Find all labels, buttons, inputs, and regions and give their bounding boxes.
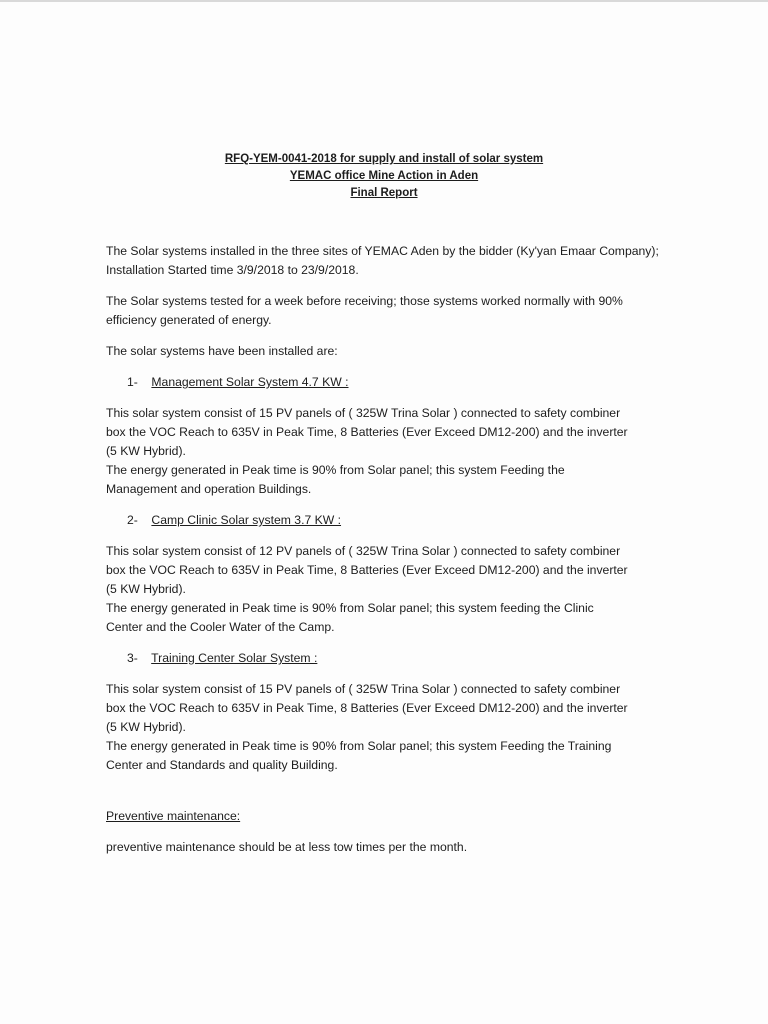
intro-paragraph-2: The Solar systems tested for a week before receiving; those systems worked normally with 90% efficiency generated of energy.: [106, 294, 623, 327]
system-2-line: box the VOC Reach to 635V in Peak Time, 8 Batteries (Ever Exceed DM12-200) and the inverter: [106, 563, 628, 577]
system-3-line: This solar system consist of 15 PV panels of ( 325W Trina Solar ) connected to safety combiner: [106, 682, 621, 696]
header-final-report: Final Report: [350, 187, 418, 199]
system-1-line: (5 KW Hybrid).: [106, 444, 186, 458]
system-2-line: (5 KW Hybrid).: [106, 582, 186, 596]
maintenance-heading: Preventive maintenance:: [106, 809, 241, 823]
system-1-line: box the VOC Reach to 635V in Peak Time, 8 Batteries (Ever Exceed DM12-200) and the inverter: [106, 425, 628, 439]
system-2-line: The energy generated in Peak time is 90% from Solar panel; this system feeding the Clinic: [106, 601, 594, 615]
intro-paragraph-3: The solar systems have been installed are:: [106, 344, 338, 358]
system-1-number: 1-: [127, 375, 138, 389]
system-2-number: 2-: [127, 513, 138, 527]
system-2-line: This solar system consist of 12 PV panels of ( 325W Trina Solar ) connected to safety combiner: [106, 544, 621, 558]
system-2-heading: [127, 511, 666, 530]
system-3-title: Training Center Solar System :: [151, 651, 318, 665]
system-3-heading: [127, 649, 666, 668]
report-header: [0, 151, 768, 202]
system-3-line: Center and Standards and quality Building.: [106, 758, 338, 772]
system-1-description: [106, 404, 666, 499]
system-3-line: box the VOC Reach to 635V in Peak Time, 8 Batteries (Ever Exceed DM12-200) and the inverter: [106, 701, 628, 715]
system-3-number: 3-: [127, 651, 138, 665]
system-3-line: (5 KW Hybrid).: [106, 720, 186, 734]
system-3-description: [106, 680, 666, 775]
system-1-line: The energy generated in Peak time is 90% from Solar panel; this system Feeding the: [106, 463, 565, 477]
system-2-title: Camp Clinic Solar system 3.7 KW :: [151, 513, 342, 527]
header-office: YEMAC office Mine Action in Aden: [289, 170, 479, 182]
maintenance-text: preventive maintenance should be at less tow times per the month.: [106, 840, 468, 854]
report-body: [106, 242, 666, 869]
system-2-line: Center and the Cooler Water of the Camp.: [106, 620, 335, 634]
system-1-line: Management and operation Buildings.: [106, 482, 312, 496]
system-2-description: [106, 542, 666, 637]
system-1-line: This solar system consist of 15 PV panels of ( 325W Trina Solar ) connected to safety combiner: [106, 406, 621, 420]
system-1-title: Management Solar System 4.7 KW :: [151, 375, 349, 389]
header-rfq-title: RFQ-YEM-0041-2018 for supply and install of solar system: [224, 153, 544, 165]
system-3-line: The energy generated in Peak time is 90% from Solar panel; this system Feeding the Training: [106, 739, 612, 753]
system-1-heading: [127, 373, 666, 392]
scan-edge: [0, 0, 768, 2]
intro-paragraph-1: The Solar systems installed in the three sites of YEMAC Aden by the bidder (Ky'yan Emaar Company); Installation Started time 3/9/2018 to 23/9/2018.: [106, 244, 659, 277]
